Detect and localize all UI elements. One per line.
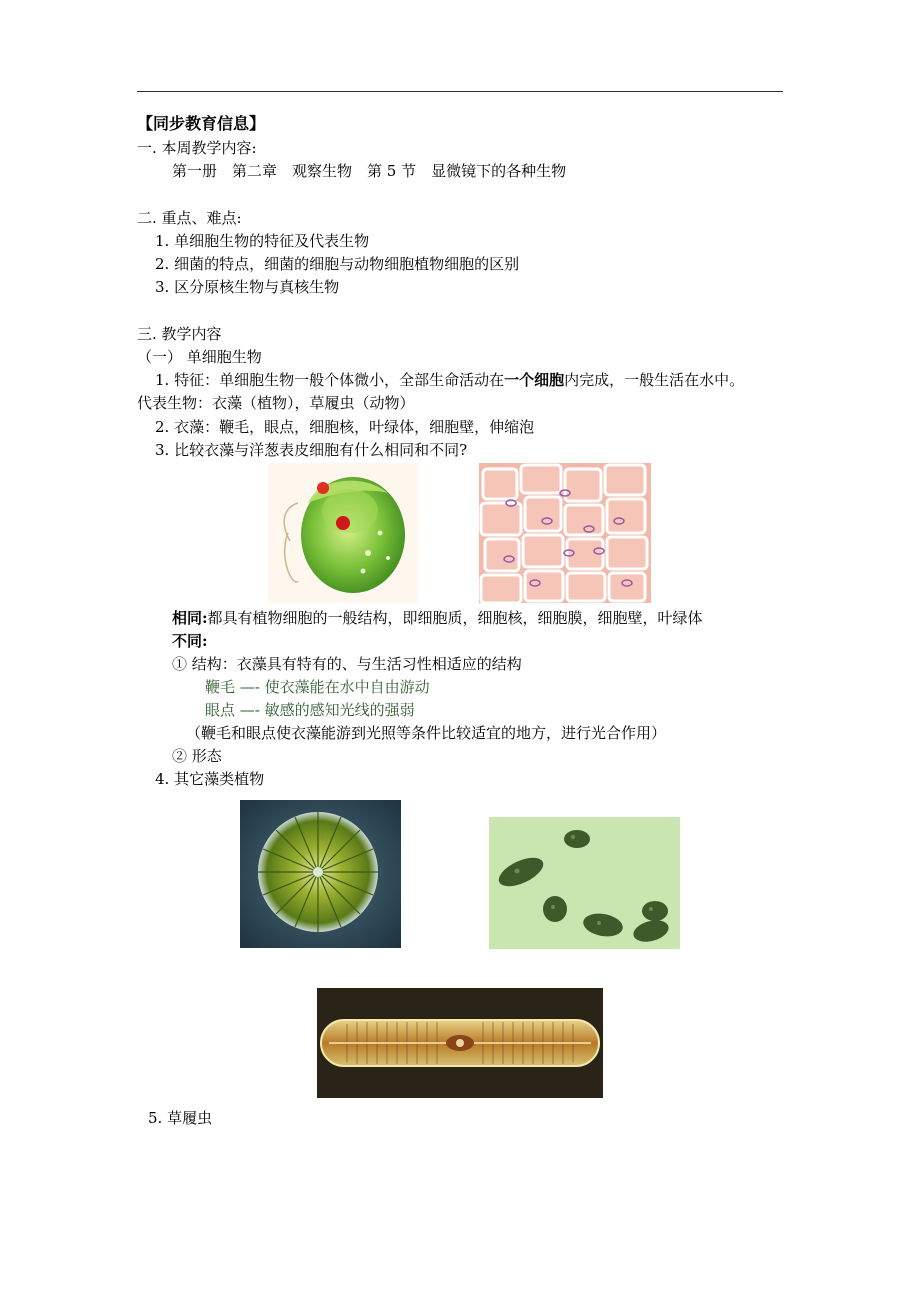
p1-bold: 一个细胞 (504, 371, 565, 389)
s1-content: 第一册 第二章 观察生物 第 5 节 显微镜下的各种生物 (172, 162, 567, 180)
p1-line2: 代表生物：衣藻（植物），草履虫（动物） (137, 394, 415, 412)
p2: 2. 衣藻：鞭毛，眼点，细胞核，叶绿体，细胞壁，伸缩泡 (155, 418, 535, 436)
same-text: 都具有植物细胞的一般结构，即细胞质，细胞核，细胞膜，细胞壁，叶绿体 (207, 609, 703, 627)
p1-line1 (155, 370, 744, 390)
diff-2: ② 形态 (172, 747, 222, 765)
same-label: 相同: (172, 609, 208, 627)
p3: 3. 比较衣藻与洋葱表皮细胞有什么相同和不同? (155, 441, 468, 459)
chlamydomonas-image (268, 463, 418, 603)
s3-sub1: （一） 单细胞生物 (137, 348, 262, 366)
p1-pre: 1. 特征：单细胞生物一般个体微小，全部生命活动在 (155, 371, 505, 389)
p1-post: 内完成，一般生活在水中。 (564, 371, 745, 389)
s2-heading: 二. 重点、难点: (137, 209, 242, 227)
s2-item-3: 3. 区分原核生物与真核生物 (155, 278, 340, 296)
p5: 5. 草履虫 (148, 1109, 213, 1127)
diff-1: ① 结构：衣藻具有特有的、与生活习性相适应的结构 (172, 655, 522, 673)
euglena-image (489, 817, 680, 949)
s2-item-1: 1. 单细胞生物的特征及代表生物 (155, 232, 370, 250)
radial-algae-image (240, 800, 401, 948)
section-title: 【同步教育信息】 (137, 114, 266, 133)
s3-heading: 三. 教学内容 (137, 325, 222, 343)
s1-heading: 一. 本周教学内容: (137, 139, 257, 157)
diff-1-note: （鞭毛和眼点使衣藻能游到光照等条件比较适宜的地方，进行光合作用） (186, 724, 667, 742)
onion-epidermis-image (479, 463, 651, 603)
s2-item-2: 2. 细菌的特点，细菌的细胞与动物细胞植物细胞的区别 (155, 255, 520, 273)
diatom-image (317, 988, 603, 1098)
header-rule (137, 91, 783, 92)
diff-label: 不同: (172, 632, 208, 650)
diff-1a: 鞭毛 —- 使衣藻能在水中自由游动 (205, 678, 430, 696)
p4: 4. 其它藻类植物 (155, 770, 265, 788)
same-line (172, 608, 703, 628)
diff-1b: 眼点 —- 敏感的感知光线的强弱 (205, 701, 415, 719)
